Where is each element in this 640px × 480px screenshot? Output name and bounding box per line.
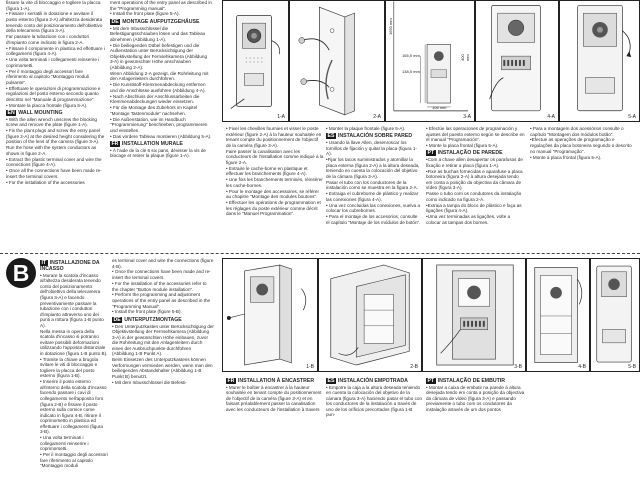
para: • Fissare il componente in plastica ed effettuare i collegamenti (figura 4-A). xyxy=(6,45,105,57)
para: • Extraire le cache-borne en plastique et effectuer les branchements (figure 4-A). xyxy=(226,165,308,177)
dimension-label: 165,5 mm xyxy=(402,53,420,58)
a-col-3 xyxy=(226,126,324,252)
para: • Une fois les branchements terminés, réinsérer les cache-bornes. xyxy=(226,177,323,188)
figure-label: 2-A xyxy=(373,114,381,120)
para: • Montare la placca frontale (figura 5-A). xyxy=(6,102,88,108)
b-col-1 xyxy=(40,258,108,480)
lang-tag: DE xyxy=(111,18,119,25)
lang-tag: IT xyxy=(41,259,47,266)
lang-tag: EN xyxy=(7,109,15,116)
a-col-2 xyxy=(110,0,212,252)
lang-tag: FR xyxy=(111,140,119,147)
section-heading-de xyxy=(110,19,212,25)
figure-label: 2-B xyxy=(410,364,418,370)
heading-text: INSTALLATION À ENCASTRER xyxy=(237,377,315,384)
section-heading-pt xyxy=(426,378,526,384)
para: • Una volta terminati i collegamenti reinserire i coprimorsetti. xyxy=(40,435,89,452)
lang-tag: FR xyxy=(227,377,235,384)
para: • Fix the plant plugs and screw the entry panel (figure 2-A) at the desired height considering the position of the lens of the camera (figure 3-A). xyxy=(6,128,105,145)
heading-text: INSTALLAZIONE DA INCASSO xyxy=(40,259,100,272)
figure-5-a xyxy=(559,0,640,122)
figure-4-b xyxy=(526,258,590,372)
para: • Una volta terminati i collegamenti reinserire i coprimorsetti. xyxy=(6,57,100,68)
para: • For the installation of the accessories xyxy=(6,179,85,185)
dimension-label: 138,5 mm xyxy=(402,69,420,74)
para: • Para el montaje de los accesorios, consulte el capítulo "Montaje de los módulos de botón". xyxy=(326,214,421,225)
para: • Murer le boîtier à encastrer à la hauteur souhaitée en tenant compte du positionnement de l'objectif de la caméra (figure 3-A) et en faisant préalablement passer la canalisation avec les conducteurs de l'installation à travers xyxy=(226,384,322,412)
para: • Für die Montage des Zubehörs im Kapitel "Montage Tastenmodule" nachsehen. xyxy=(110,105,198,116)
para: Passe o tubo com os condutores da instalação como indicado na figura 2-A. xyxy=(426,191,522,202)
a-col-5 xyxy=(426,126,526,252)
b-col-4 xyxy=(326,376,422,480)
para: • Inserire il posto esterno all'interno della scatola d'incasso facendo passare i cavi di collegamento nell'apposito foro (figura 2-B) e fissare il posto esterno sulla cornice come indicato in figura 4-B, ritirare il coprimorsetto in plastica ed effettuare i collegamenti (figura 3-B). xyxy=(40,379,107,435)
section-heading-pt xyxy=(426,150,526,156)
para: • For the installation of the accessories refer to the chapter "Button module installation". xyxy=(112,280,207,292)
para: • Install the front plate (figure 5-B). xyxy=(112,309,182,315)
para: • Perform the programming and adjustment operations of the entry panel as described in the "Programming Manual". xyxy=(112,292,211,309)
para: • Murare la scatola d'incasso all'altezza desiderata tenendo conto del posizionamento dell'obiettivo della telecamera (figura 3-A) e facendo preventivamente passare la tubazione con i conduttori d'impianto attraverso uno dei punti a rottura (figura 1-B punto A). xyxy=(40,272,104,328)
para: • Fissare i serratili in dotazione e avvitare il posto esterno (figura 2-A) all'altezza desiderata tenendo conto del posizionamento dell'obiettivo della telecamera (figura 3-A). xyxy=(6,11,103,34)
b-col-5 xyxy=(426,376,526,480)
b-col-3 xyxy=(226,376,322,480)
para: •Fijar los tacos suministrados y atornillar la placa externa (figura 2-A) a la altura deseada, teniendo en cuenta la colocación del objetivo de la cámara (figura 3-A). xyxy=(326,157,420,179)
figure-label: 1-A xyxy=(277,114,285,120)
para: • Das vordere Tableau montieren (Abbildung 5-A). xyxy=(110,133,212,139)
para: • Pour le montage des accessoires, se référer au chapitre "Montage des modules boutons". xyxy=(226,188,320,200)
para: Nella messa in opera della scatola d'incasso si potranno evitare possibili deformazioni utilizzando l'apposito distanziale in dotazione (figura 1-B punto B). xyxy=(40,328,108,356)
lang-tag: PT xyxy=(427,150,435,157)
heading-text: INSTALAÇÃO DE EMBUTIR xyxy=(437,377,505,384)
heading-text: UNTERPUTZMONTAGE xyxy=(124,316,182,323)
figure-3-b xyxy=(422,258,526,372)
figure-4-a xyxy=(475,0,559,122)
figure-2-a xyxy=(289,0,385,122)
figure-label: 5-B xyxy=(628,364,636,370)
para: • With the allen wrench unscrew the blocking screw and remove the plate (figure 1-A). xyxy=(6,116,97,128)
para: Far passare la tubazione con i conduttori d'impianto come indicato in figura 2-A. xyxy=(6,34,89,45)
para: Faire passer la canalisation avec les conducteurs de l'installation comme indiqué à la figure 2-A. xyxy=(226,148,324,165)
para: • Una vez concluidas las conexiones, vuelva a colocar los cubrebornes. xyxy=(326,202,421,214)
para: • Extraiga el cubreborne de plástico y realizar las conexiones (figura 4-A). xyxy=(326,191,419,202)
para: • Die beiliegenden Dübel befestigen und die Außenstation unter Berücksichtigung der Objektivstellung der Fernsehkamera (Abbildung 3-A) in gewünschter Höhe anschrauben (Abbildung 2-A). xyxy=(110,42,208,70)
para: • Effettuare le operazioni di programmazione e regolazioni del posto esterno secondo quanto descritto nel "Manuale di programmazione". xyxy=(6,85,101,102)
figure-1-a xyxy=(222,0,289,122)
figure-1-b xyxy=(222,258,318,372)
figure-label: 1-B xyxy=(306,364,314,370)
a-col-1 xyxy=(6,0,105,252)
section-b-badge: B xyxy=(6,258,36,288)
para: • Per il montaggio degli accessori fare riferimento al capitolo "Montaggio moduli xyxy=(40,452,108,469)
para: • Tramite la chiave a brugola svitare le viti di bloccaggio e togliere la placca del posto esterno (figura 1-B). xyxy=(40,356,99,379)
para: • Para a montagem dos acessórios consulte o capítulo "Montagem dos módulos botão". xyxy=(530,126,624,137)
lang-tag: ES xyxy=(327,133,335,140)
para: • Die Kunststoff-Klemmenabdeckung entfernen und die Anschlüsse ausführen (Abbildung 4-A). xyxy=(110,82,206,93)
figure-label: 4-A xyxy=(547,114,555,120)
para: • À l'aide de la clé 6 six pans, dévisser la vis de blocage et retirer la plaque (figure 1-A). xyxy=(110,147,206,159)
para: • Monte a placa frontal (figura 5-A). xyxy=(530,154,602,160)
heading-text: INSTALLATION MURALE xyxy=(121,140,183,147)
para: • Die Außenstation, wie im Handbuch "Programmierung" beschrieben, programmieren und einstellen. xyxy=(110,116,208,133)
section-divider xyxy=(0,253,640,254)
b-col-2 xyxy=(112,258,214,480)
dimension-label: 400 mm xyxy=(460,54,470,61)
section-heading-es xyxy=(326,378,422,384)
a-col-4 xyxy=(326,126,422,252)
heading-text: WALL MOUNTING xyxy=(18,109,63,116)
figure-label: 3-A xyxy=(463,114,471,120)
para: • Efectúe las operaciones de programación y ajustes del puesto externo según se describe en el manual "Programación". xyxy=(426,126,525,143)
para: • Nach Abschluss der Anschlussarbeiten die Klemmenabdeckungen wieder einsetzen. xyxy=(110,93,200,105)
a-col-6 xyxy=(530,126,636,252)
para: •Extraia a tampa do bloco de plástico e faça as ligações (figura 4-A). xyxy=(426,202,522,214)
para: • Fixer les chevilles fournies et visser le poste extérieur (figure 2-A) à la hauteur souhaitée en tenant compte du positionnement de l'objectif de la caméra (figure 3-A). xyxy=(226,126,322,148)
figure-2-b xyxy=(318,258,422,372)
para: • Once the connections have been made and re-insert the terminal covers. xyxy=(112,269,211,281)
para: Pasar el tubo con los conductores de la instalación como se muestra en la figura 2-A. xyxy=(326,179,418,191)
figure-label: 3-B xyxy=(514,364,522,370)
para: • Monter la plaque frontale (figure 5-A). xyxy=(326,126,406,131)
para: • Mit dem Inbusschlüssel die Befestigungsschrauben lösen und das Tableau abnehmen (Abbildung 1-A). xyxy=(110,25,206,42)
para: •Uma vez terminadas as ligações, volte a colocar as tampas dos bornes. xyxy=(426,214,511,225)
section-heading-fr xyxy=(226,378,322,384)
lang-tag: PT xyxy=(427,377,435,384)
dimension-label: 1650 mm xyxy=(388,18,393,35)
section-heading-en xyxy=(6,110,105,116)
para: fissare la vite di bloccaggio e togliere la placca (figura 1-A). xyxy=(6,0,101,11)
figure-label: 4-B xyxy=(578,364,586,370)
para: Run the hose with the system conductors as shown in figure 2-A. xyxy=(6,145,97,156)
para: • Extract the plastic terminal cover and wire the connections (figure 4-A). xyxy=(6,156,102,168)
para: • Per il montaggio degli accessori fare riferimento al capitolo "Montaggio moduli pulsante". xyxy=(6,68,89,85)
section-heading-de xyxy=(112,317,214,323)
section-heading-it xyxy=(40,260,108,272)
para: es terminal cover and wire the connections (figure 4-B). xyxy=(112,258,214,269)
heading-text: INSTALACIÓN SOBRE PARED xyxy=(337,133,413,140)
para: • Den Unterputzkasten unter Berücksichtigung der Objektivstellung der Fernsehkamera (Abbildung 3-A) in der gewünschten Höhe einbauen, zuvor die Rohrleitung mit den Anlagenleitern durch einen der Ausbruchpunkte durchführen (Abbildung 1-B Punkt A). xyxy=(112,323,214,357)
heading-text: INSTALAÇÃO DE PAREDE xyxy=(437,150,503,157)
para: •Efectue as operações de programação e regulações da placa botoneira segundo o descrito no manual "Programação". xyxy=(530,137,632,154)
para: • Mit dem Inbusschlüssel die Befesti- xyxy=(112,379,187,385)
para: • Monte la placa frontal (figura 5-A). xyxy=(426,143,499,149)
lang-tag: ES xyxy=(327,377,335,384)
para: Wenn Abbildung 2-A gezeigt, die Rohrleitung mit den Anlagenleitern durchführen. xyxy=(110,70,209,82)
para: Beim Einsetzen des Unterputzkastens können Verformungen vermieden werden, wenn man den beiliegenden Abstandshalter (Abbildung 1-B Punkt B) benutzt. xyxy=(112,357,213,379)
figure-5-b xyxy=(590,258,640,372)
section-heading-fr xyxy=(110,141,212,147)
para: •Fixe as buchas fornecidas e aparafuse a placa botoneira (figura 2-A) à altura desejada tendo em conta a posição da objectiva da câmara de vídeo (figura 3-A). xyxy=(426,168,523,191)
figure-3-a xyxy=(385,0,475,122)
para: • Effectuer les opérations de programmation et les réglages du poste extérieur comme décrit dans le "Manuel Programmation". xyxy=(226,200,321,217)
heading-text: MONTAGE AUFPUTZGEHÄUSE xyxy=(122,18,200,25)
dimension-label: 106 mm xyxy=(432,105,447,110)
lang-tag: DE xyxy=(113,316,121,323)
heading-text: INSTALACIÓN EMPOTRADA xyxy=(337,377,408,384)
para: • Usando la llave Allen, desenroscar los tornillos de fijación y quitar la placa (figura 1-A). xyxy=(326,140,417,157)
para: • Montar a caixa de embutir na parede à altura desejada tendo em conta a posição da objectiva da câmara de vídeo (figura 3-A) e passando previamente o tubo com os condutores da instalação através de um dos pontos xyxy=(426,384,525,412)
para: ment operations of the entry panel as described in the "Programming manual". xyxy=(110,0,212,11)
para: • Empotre la caja a la altura deseada teniendo en cuenta la colocación del objetivo de la cámara (figura 3-A) haciendo pasar el tubo con los conductores de la instalación a través de uno de los orificios precortados (figura 1-B pun- xyxy=(326,384,422,418)
para: • Install the front plate (figure 5-A). xyxy=(110,11,180,17)
figure-label: 5-A xyxy=(628,114,636,120)
para: • Once all the connections have been made re-insert the terminal covers. xyxy=(6,168,102,179)
para: •Com a chave allen desapertar os parafusos de fixação e retirar a placa (figura 1-A). xyxy=(426,157,523,168)
section-heading-es xyxy=(326,133,422,139)
